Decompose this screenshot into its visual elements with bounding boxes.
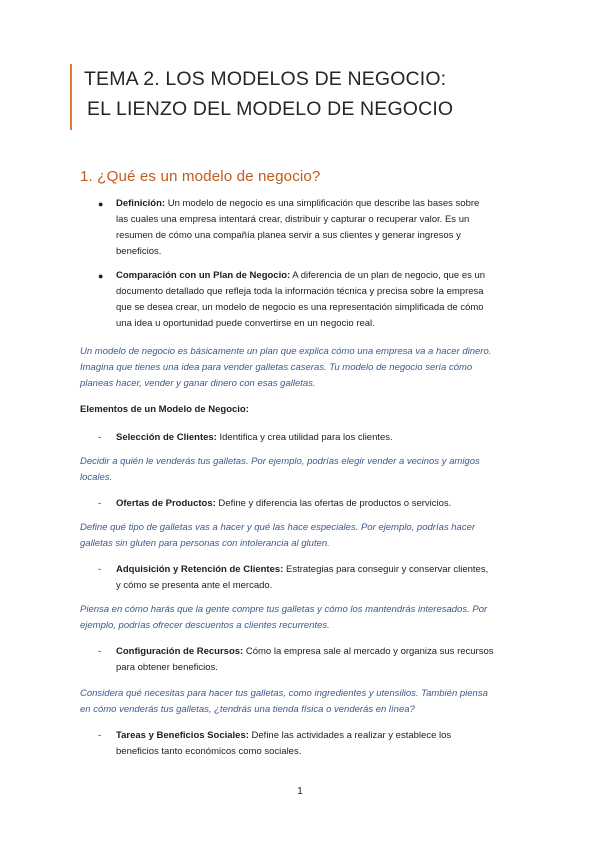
- page-title-line-1: TEMA 2. LOS MODELOS DE NEGOCIO:: [84, 68, 447, 90]
- bullet-text: A diferencia de un plan de negocio, que es un documento detallado que refleja toda la información técnica y precisa sobre la empresa que se desea crear, un modelo de negocio es una representación simplificada de cómo una idea u oportunidad puede convertirse en un negocio real.: [116, 270, 486, 329]
- element-text: Estrategias para conseguir y conservar clientes, y cómo se presenta ante el mercado.: [116, 564, 489, 591]
- bullet-term: Comparación con un Plan de Negocio:: [116, 270, 291, 281]
- section-heading: 1. ¿Qué es un modelo de negocio?: [80, 168, 321, 185]
- element-text: Define y diferencia las ofertas de productos o servicios.: [215, 498, 452, 509]
- page-number: 1: [297, 786, 303, 797]
- dash-mark: -: [98, 646, 102, 657]
- element-note-productos: Define qué tipo de galletas vas a hacer y qué las hace especiales. Por ejemplo, podrías hacer galletas sin gluten para personas con intolerancia al gluten.: [80, 522, 476, 549]
- element-body: [116, 562, 494, 594]
- elements-heading: Elementos de un Modelo de Negocio:: [80, 404, 249, 415]
- bullet-body: [116, 268, 490, 332]
- dash-mark: -: [98, 730, 102, 741]
- bullet-comparison: [98, 268, 490, 332]
- element-item-adquisicion: [98, 562, 494, 594]
- dash-mark: -: [98, 432, 102, 443]
- element-item-productos: [98, 496, 494, 512]
- dash-mark: -: [98, 564, 102, 575]
- element-note-adquisicion: Piensa en cómo harás que la gente compre tus galletas y cómo los mantendrás interesados. Por ejemplo, podrías ofrecer descuentos a clientes recurrentes.: [80, 604, 488, 631]
- bullet-text: Un modelo de negocio es una simplificación que describe las bases sobre las cuales una empresa intentará crear, distribuir y capturar o recuperar valor. Es un resumen de cómo una compañía planea servir a sus clientes y generar ingresos y beneficios.: [116, 198, 480, 257]
- bullet-term: Definición:: [116, 198, 166, 209]
- element-text: Cómo la empresa sale al mercado y organiza sus recursos para obtener beneficios.: [116, 646, 494, 673]
- element-body: [116, 728, 494, 760]
- element-note-recursos: Considera qué necesitas para hacer tus galletas, como ingredientes y utensilios. También piensa en cómo venderás tus galletas, ¿tendrás una tienda física o venderás en línea?: [80, 688, 488, 715]
- bullet-dot-icon: ●: [98, 271, 104, 281]
- bullet-dot-icon: ●: [98, 199, 104, 209]
- bullet-definition: [98, 196, 490, 260]
- dash-mark: -: [98, 498, 102, 509]
- element-item-clientes: [98, 430, 494, 446]
- title-block: [70, 64, 540, 130]
- element-term: Selección de Clientes:: [116, 432, 217, 443]
- element-term: Configuración de Recursos:: [116, 646, 244, 657]
- element-text: Identifica y crea utilidad para los clientes.: [216, 432, 393, 443]
- bullet-body: [116, 196, 490, 260]
- element-body: [116, 430, 494, 446]
- element-body: [116, 644, 494, 676]
- page-title-line-2: EL LIENZO DEL MODELO DE NEGOCIO: [87, 98, 454, 120]
- element-item-recursos: [98, 644, 494, 676]
- element-body: [116, 496, 494, 512]
- element-note-clientes: Decidir a quién le venderás tus galletas. Por ejemplo, podrías elegir vender a vecinos y amigos locales.: [80, 456, 480, 483]
- element-text: Define las actividades a realizar y establece los beneficios tanto económicos como sociales.: [116, 730, 452, 757]
- element-term: Tareas y Beneficios Sociales:: [116, 730, 249, 741]
- element-term: Ofertas de Productos:: [116, 498, 216, 509]
- element-item-tareas: [98, 728, 494, 760]
- intro-note: Un modelo de negocio es básicamente un plan que explica cómo una empresa va a hacer dinero. Imagina que tienes una idea para vender galletas caseras. Tu modelo de negocio sería cómo planeas hacer, vender y ganar dinero con esas galletas.: [80, 346, 492, 389]
- element-term: Adquisición y Retención de Clientes:: [116, 564, 284, 575]
